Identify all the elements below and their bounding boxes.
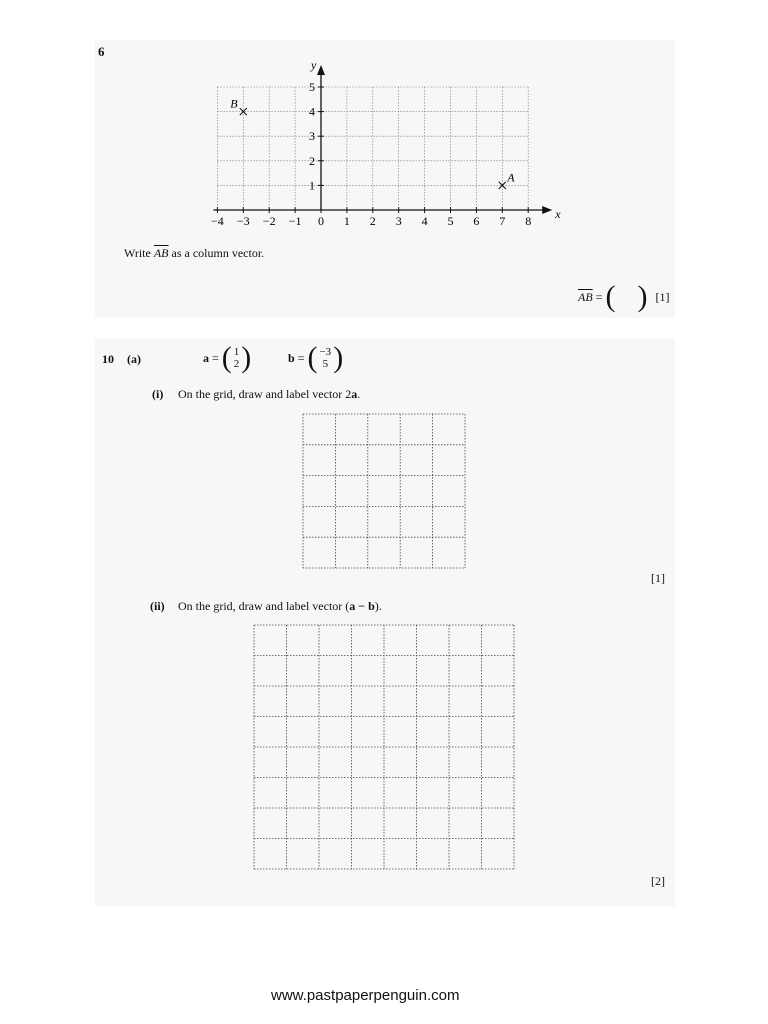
sub-question-i-number: (i) (152, 387, 164, 401)
sub-i-end: . (357, 387, 361, 401)
vector-a-top: 1 (233, 346, 240, 358)
y-axis-label: y (311, 58, 317, 72)
vector-a-name: a (203, 350, 209, 365)
vector-a-bottom: 2 (233, 358, 240, 370)
answer-box[interactable] (615, 283, 637, 311)
vector-a-components (232, 346, 242, 370)
x-tick-label: −3 (236, 214, 250, 228)
x-tick-label: 0 (318, 214, 324, 228)
vector-b-bottom: 5 (322, 358, 329, 370)
vector-b-components (317, 346, 333, 370)
question-6-number: 6 (98, 44, 105, 59)
x-tick-label: 1 (343, 214, 350, 228)
x-tick-label: 6 (473, 214, 480, 228)
q6-marks: [1] (655, 289, 670, 304)
x-tick-label: −2 (262, 214, 276, 228)
x-tick-label: −1 (288, 214, 302, 228)
sub-ii-bold: a − b (349, 599, 375, 613)
answer-line (578, 282, 669, 312)
x-tick-label: 3 (395, 214, 402, 228)
sub-i-text: On the grid, draw and label vector 2 (178, 387, 352, 401)
y-tick-label: 5 (309, 80, 315, 94)
x-tick-label: 2 (369, 214, 376, 228)
instruction-pre: Write (124, 246, 154, 260)
vector-b-name: b (288, 350, 295, 365)
x-tick-label: 5 (447, 214, 454, 228)
vector-a-right-paren: ) (241, 341, 252, 374)
vector-b-top: −3 (319, 346, 332, 358)
sub-question-ii-number: (ii) (150, 599, 165, 613)
sub-ii-end: ). (374, 599, 382, 613)
y-axis-arrow (317, 65, 325, 75)
point-label-a: A (507, 170, 515, 185)
vector-b-definition (288, 343, 343, 373)
marks-i: [1] (651, 571, 665, 585)
sub-i-bold: a (351, 387, 358, 401)
vector-b-left-paren: ( (307, 341, 318, 374)
point-label-b: B (230, 96, 238, 111)
y-tick-label: 2 (309, 153, 315, 168)
y-tick-label: 1 (309, 178, 315, 193)
x-tick-label: 4 (421, 214, 428, 228)
answer-right-paren: ) (637, 280, 648, 313)
vector-a-definition (203, 343, 251, 373)
footer-url[interactable]: www.pastpaperpenguin.com (271, 987, 460, 1004)
y-tick-label: 4 (309, 104, 315, 119)
x-tick-label: 7 (499, 214, 506, 228)
grid-i[interactable] (302, 413, 466, 569)
answer-vector-label: $\overline{AB}$ (578, 289, 593, 304)
sub-ii-text: On the grid, draw and label vector ( (178, 599, 350, 613)
question-10-number: 10 (102, 352, 114, 366)
sub-question-i-text (178, 387, 360, 402)
vector-ab-label: $\overline{AB}$ (153, 246, 169, 260)
sub-question-ii-text (178, 599, 382, 614)
vector-a-left-paren: ( (221, 341, 232, 374)
answer-equals: = (595, 289, 603, 304)
question-10-part-a: (a) (127, 352, 141, 366)
vector-b-right-paren: ) (333, 341, 344, 374)
x-tick-label: 8 (525, 214, 532, 228)
question-6-instruction (124, 246, 264, 261)
marks-ii: [2] (651, 874, 665, 888)
y-tick-label: 3 (309, 129, 315, 144)
instruction-post: as a column vector. (168, 246, 265, 260)
grid-ii[interactable] (253, 624, 515, 870)
x-axis-label: x (555, 207, 561, 221)
vector-a-equals: = (212, 350, 219, 365)
coordinate-grid (0, 0, 768, 240)
x-tick-label: −4 (211, 214, 224, 228)
answer-left-paren: ( (605, 280, 616, 313)
vector-b-equals: = (297, 350, 305, 365)
x-axis-arrow (542, 206, 552, 214)
